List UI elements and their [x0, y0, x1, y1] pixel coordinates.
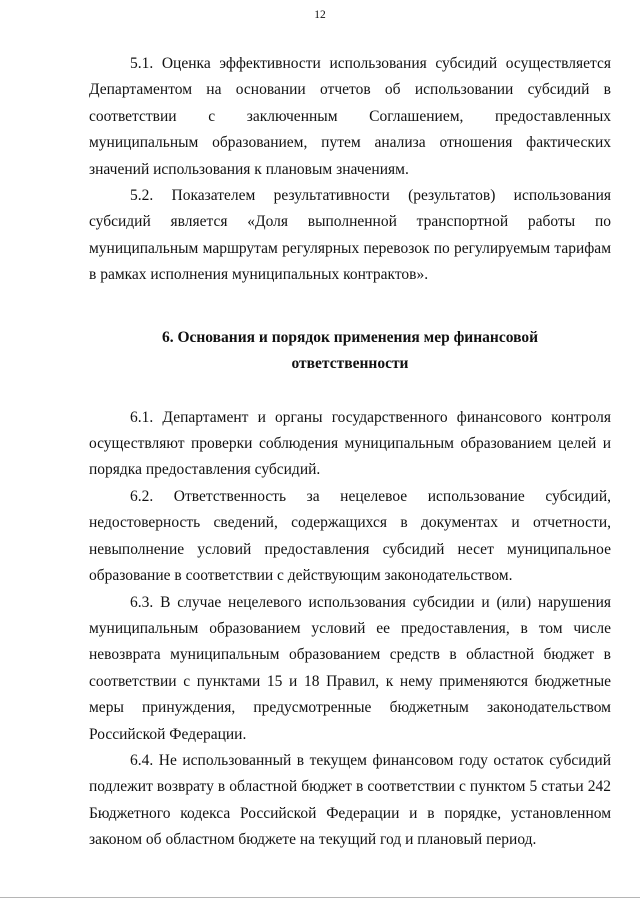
- paragraph-6-1: 6.1. Департамент и органы государственного финансового контроля осуществляют проверки соблюдения муниципальным образованием целей и порядка предоставления субсидий.: [89, 408, 611, 479]
- document-body: [89, 51, 611, 854]
- paragraph-6-4: 6.4. Не использованный в текущем финансовом году остаток субсидий подлежит возврату в областной бюджет в соответствии с пунктом 5 статьи 242 Бюджетного кодекса Российской Федерации и в порядке, установленном законом об областном бюджете на текущий год и плановый период.: [89, 751, 611, 849]
- paragraph-6-2: 6.2. Ответственность за нецелевое использование субсидий, недостоверность сведений, содержащихся в документах и отчетности, невыполнение условий предоставления субсидий несет муниципальное образование в соответствии с действующим законодательством.: [89, 487, 611, 585]
- paragraph-5-2: 5.2. Показателем результативности (результатов) использования субсидий является «Доля выполненной транспортной работы по муниципальным маршрутам регулярных перевозок по регулируемым тарифам в рамках исполнения муниципальных контрактов».: [89, 187, 611, 284]
- paragraph-6-3: 6.3. В случае нецелевого использования субсидии и (или) нарушения муниципальным образованием условий ее предоставления, в том числе невозврата муниципальным образованием средств в областной бюджет в соответствии с пунктами 15 и 18 Правил, к нему применяются бюджетные меры принуждения, предусмотренные бюджетным законодательством Российской Федерации.: [89, 593, 611, 743]
- page-number: 12: [314, 9, 326, 21]
- section-heading-line-2: ответственности: [291, 354, 409, 372]
- page-bottom-divider: [0, 897, 640, 898]
- paragraph-5-1: 5.1. Оценка эффективности использования субсидий осуществляется Департаментом на основании отчетов об использовании субсидий в соответствии с заключенным Соглашением, предоставленных муниципальным образованием, путем анализа отношения фактических значений использования к плановым значениям.: [89, 55, 611, 178]
- section-heading-line-1: 6. Основания и порядок применения мер финансовой: [161, 328, 539, 346]
- section-heading: [89, 325, 611, 377]
